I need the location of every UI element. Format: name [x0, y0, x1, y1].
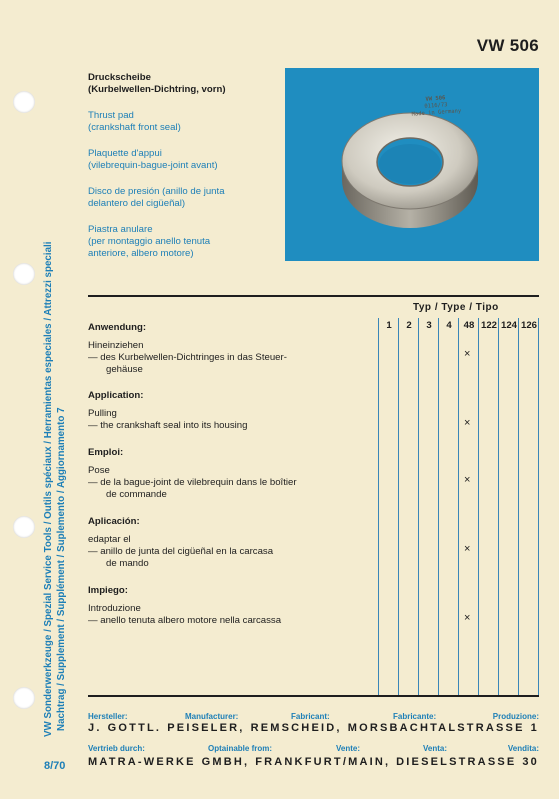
label: Produzione:: [492, 712, 539, 721]
type-48-mark: ×: [464, 417, 471, 429]
column-line: [378, 318, 379, 696]
document-number: VW 506: [476, 36, 539, 55]
tool-names: [88, 72, 278, 274]
type-col-2: 2: [406, 320, 412, 331]
name-line: Druckscheibe: [88, 72, 151, 83]
sidebar-line: Nachtrag / Supplement / Supplément / Suplemento / Aggiornamento 7: [56, 407, 67, 731]
stamp-line: VW 506: [425, 95, 446, 103]
section-verb: Pose: [88, 465, 110, 476]
name-line: (per montaggio anello tenuta: [88, 236, 211, 247]
section-desc: — de la bague-joint de vilebrequin dans le boîtier: [88, 477, 297, 488]
label: Fabricante:: [393, 712, 437, 721]
binder-hole: [13, 263, 35, 285]
type-col-126: 126: [520, 320, 537, 331]
type-48-mark: ×: [464, 612, 471, 624]
type-col-124: 124: [500, 320, 517, 331]
application-spanish: [88, 516, 373, 570]
type-48-mark: ×: [464, 474, 471, 486]
name-line: Disco de presión (anillo de junta: [88, 186, 225, 197]
section-desc: — anello tenuta albero motore nella carcassa: [88, 615, 282, 626]
column-line: [398, 318, 399, 696]
column-line: [438, 318, 439, 696]
section-desc: — des Kurbelwellen-Dichtringes in das Steuer-: [88, 352, 287, 363]
name-german: [88, 72, 278, 96]
sidebar-line: VW Sonderwerkzeuge / Spezial Service Tools / Outils spéciaux / Herramientas especiales / Attrezzi speciali: [43, 241, 54, 737]
section-heading: Aplicación:: [88, 516, 140, 527]
distributor-address: MATRA-WERKE GMBH, FRANKFURT/MAIN, DIESELSTRASSE 30: [88, 756, 539, 768]
type-col-3: 3: [426, 320, 432, 331]
label: Optainable from:: [208, 744, 273, 753]
label: Venta:: [423, 744, 448, 753]
section-desc: — the crankshaft seal into its housing: [88, 420, 248, 431]
section-verb: Hineinziehen: [88, 340, 144, 351]
stamp-line: Made in Germany: [411, 108, 462, 118]
name-line: (Kurbelwellen-Dichtring, vorn): [88, 84, 226, 95]
name-line: (crankshaft front seal): [88, 122, 181, 133]
name-french: [88, 148, 278, 172]
section-verb: Pulling: [88, 408, 117, 419]
name-line: Thrust pad: [88, 110, 134, 121]
type-col-4: 4: [446, 320, 452, 331]
label: Hersteller:: [88, 712, 128, 721]
column-line: [458, 318, 459, 696]
section-desc: — anillo de junta del cigüeñal en la carcasa: [88, 546, 274, 557]
stamp-line: 0116/73: [424, 102, 448, 110]
binder-hole: [13, 91, 35, 113]
edition-date: 8/70: [44, 760, 66, 772]
application-italian: [88, 585, 373, 627]
section-verb: edaptar el: [88, 534, 131, 545]
section-heading: Application:: [88, 390, 144, 401]
name-line: (vilebrequin-bague-joint avant): [88, 160, 218, 171]
label: Vente:: [336, 744, 361, 753]
section-desc: de commande: [106, 489, 167, 500]
section-desc: de mando: [106, 558, 149, 569]
application-french: [88, 447, 373, 501]
binder-hole: [13, 687, 35, 709]
name-italian: [88, 224, 278, 260]
section-desc: gehäuse: [106, 364, 143, 375]
name-spanish: [88, 186, 278, 210]
type-header: Typ / Type / Tipo: [413, 302, 499, 313]
separator-bottom: [88, 695, 539, 697]
column-line: [498, 318, 499, 696]
section-heading: Impiego:: [88, 585, 128, 596]
label: Vertrieb durch:: [88, 744, 145, 753]
section-heading: Emploi:: [88, 447, 124, 458]
name-line: Piastra anulare: [88, 224, 153, 235]
sidebar-title: [42, 242, 68, 737]
name-line: anteriore, albero motore): [88, 248, 194, 259]
type-col-122: 122: [480, 320, 497, 331]
name-english: [88, 110, 278, 134]
tool-photo: [285, 68, 539, 261]
label: Vendita:: [507, 744, 539, 753]
binder-hole: [13, 516, 35, 538]
manufacturer-address: J. GOTTL. PEISELER, REMSCHEID, MORSBACHTALSTRASSE 1: [88, 722, 539, 734]
label: Manufacturer:: [185, 712, 239, 721]
section-verb: Introduzione: [88, 603, 141, 614]
column-line: [478, 318, 479, 696]
application-german: [88, 322, 373, 376]
type-48-mark: ×: [464, 348, 471, 360]
label: Fabricant:: [291, 712, 330, 721]
name-line: delantero del cigüeñal): [88, 198, 186, 209]
application-english: [88, 390, 373, 432]
column-line: [418, 318, 419, 696]
separator-top: [88, 295, 539, 297]
type-48-mark: ×: [464, 543, 471, 555]
type-col-48: 48: [463, 320, 475, 331]
type-col-1: 1: [386, 320, 392, 331]
column-line: [518, 318, 519, 696]
column-line: [538, 318, 539, 696]
name-line: Plaquette d'appui: [88, 148, 162, 159]
section-heading: Anwendung:: [88, 322, 147, 333]
